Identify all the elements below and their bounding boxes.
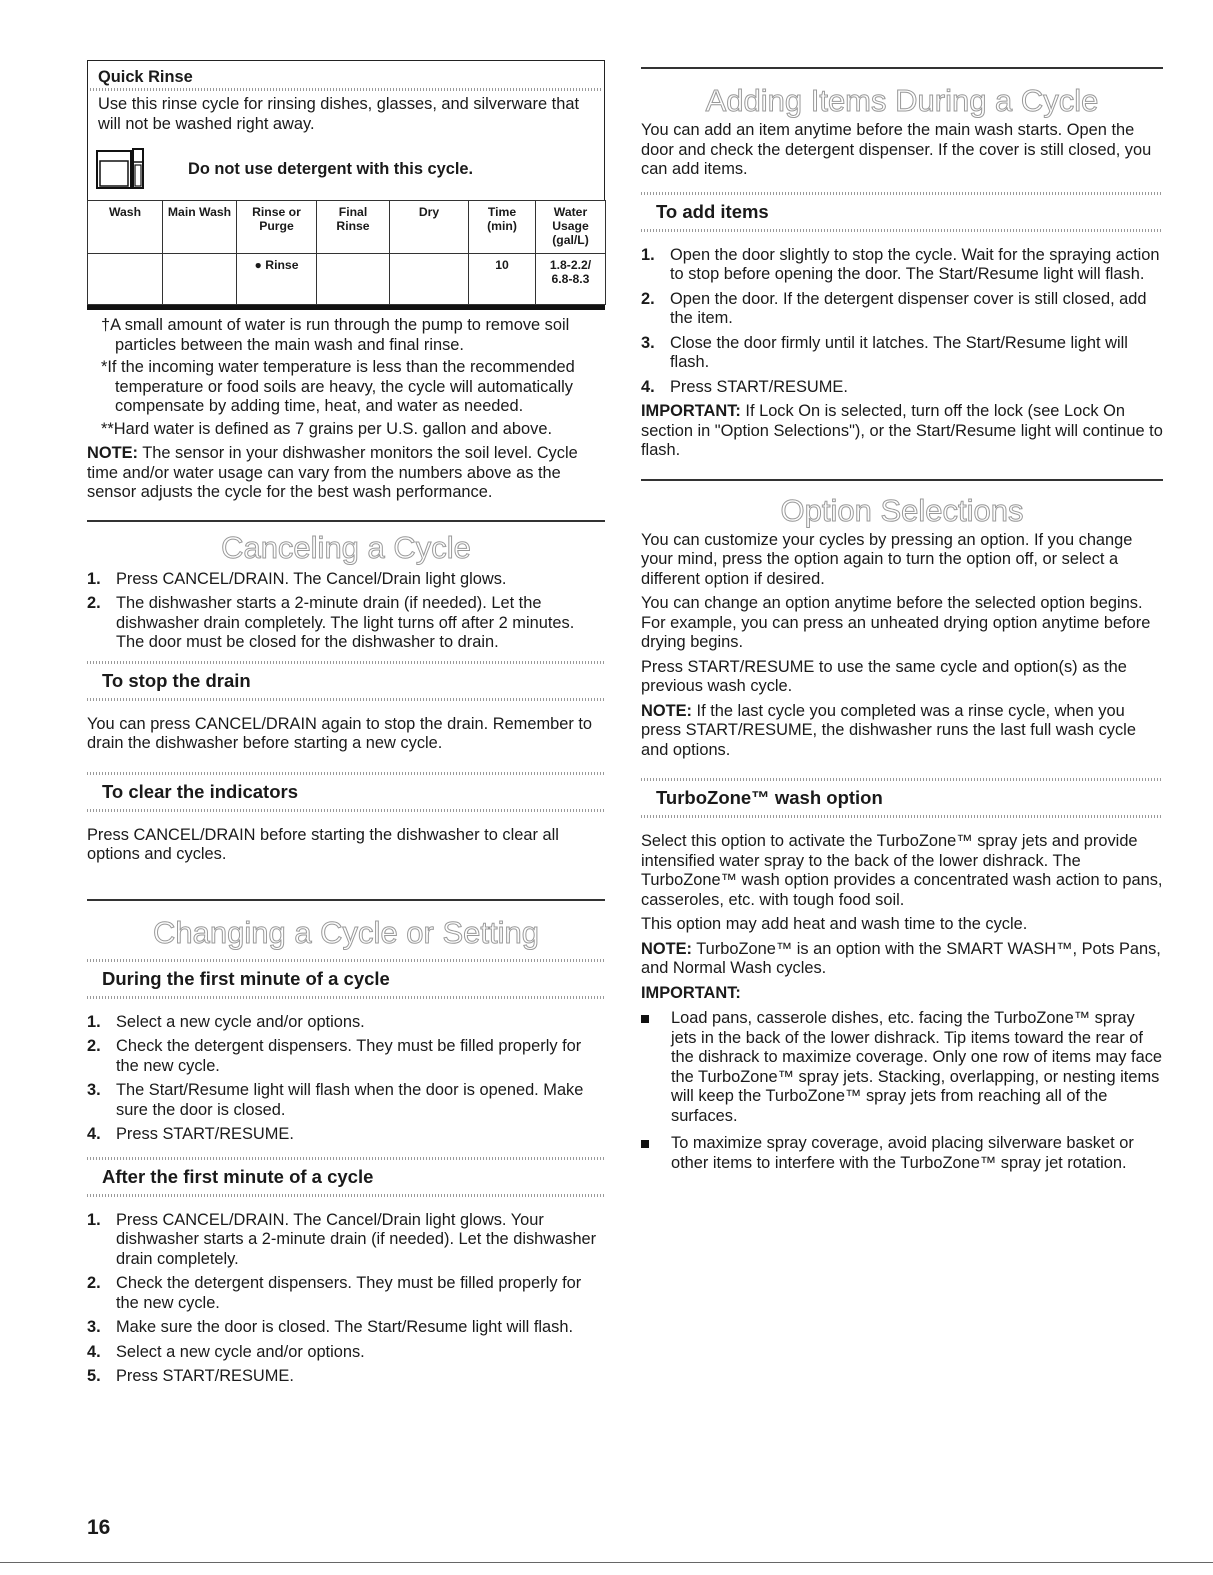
paragraph: You can add an item anytime before the main wash starts. Open the door and check the detergent dispenser. If the cover is still closed, you can add items.	[641, 121, 1152, 178]
table-header-row	[88, 201, 606, 254]
table-bottom-bar	[87, 305, 605, 310]
sensor-note	[87, 444, 605, 503]
left-column	[87, 60, 605, 1392]
list-item: 2. Check the detergent dispensers. They must be filled properly for the new cycle.	[87, 1037, 582, 1075]
list-item: 4. Press START/RESUME.	[87, 1125, 294, 1143]
warning-text: Do not use detergent with this cycle.	[188, 159, 474, 178]
footnote: †A small amount of water is run through the pump to remove soil particles between the main wash and final rinse.	[101, 316, 570, 354]
add-items-steps	[641, 246, 1163, 398]
important-label: IMPORTANT:	[641, 983, 741, 1002]
subsection-title: To clear the indicators	[87, 772, 605, 812]
bullet-icon	[641, 1134, 671, 1173]
bottom-rule	[0, 1562, 1213, 1563]
table-row	[88, 254, 606, 305]
table-header-cell: Wash	[88, 201, 163, 254]
list-item: 2. Open the door. If the detergent dispenser cover is still closed, add the item.	[641, 289, 1147, 327]
paragraph: Press START/RESUME to use the same cycle and option(s) as the previous wash cycle.	[641, 657, 1127, 695]
bullet-icon	[641, 1009, 671, 1126]
page-number: 16	[87, 1516, 111, 1539]
list-item: 2. Check the detergent dispensers. They must be filled properly for the new cycle.	[87, 1274, 582, 1312]
paragraph: Select this option to activate the TurboZone™ spray jets and provide intensified water spray to the back of the lower dishrack. The TurboZone™ wash option provides a concentrated wash action to pans, casseroles, etc. with tough food soil.	[641, 832, 1163, 909]
paragraph: You can change an option anytime before the selected option begins. For example, you can press an unheated drying option anytime before drying begins.	[641, 594, 1151, 651]
table-header-cell: Water Usage (gal/L)	[536, 201, 606, 254]
cycle-table	[87, 200, 606, 305]
list-item: Load pans, casserole dishes, etc. facing the TurboZone™ spray jets in the back of the lower dishrack. Tip items toward the rear of the dishrack to maximize coverage. Only one row of items may face the TurboZone™ spray jets. Stacking, overlapping, or nesting items will keep the TurboZone™ spray jets from reaching all of the surfaces.	[641, 1009, 1163, 1126]
subsection-title: After the first minute of a cycle	[87, 1157, 605, 1197]
footnote: *If the incoming water temperature is less than the recommended temperature or food soils are heavy, the cycle will automatically compensate by adding time, heat, and water as needed.	[101, 358, 575, 415]
paragraph: You can press CANCEL/DRAIN again to stop the drain. Remember to drain the dishwasher before starting a new cycle.	[87, 714, 593, 752]
important-note: IMPORTANT: If Lock On is selected, turn off the lock (see Lock On section in "Option Selections"), or the Start/Resume light will continue to flash.	[641, 402, 1163, 459]
note: NOTE: TurboZone™ is an option with the SMART WASH™, Pots Pans, and Normal Wash cycles.	[641, 939, 1161, 977]
list-item: 3. Make sure the door is closed. The Start/Resume light will flash.	[87, 1318, 574, 1336]
quick-rinse-description: Use this rinse cycle for rinsing dishes, glasses, and silverware that will not be washed right away.	[98, 95, 579, 133]
list-item: 3. Close the door firmly until it latches. The Start/Resume light will flash.	[641, 333, 1128, 371]
after-minute-steps	[87, 1211, 605, 1387]
note-label: NOTE:	[87, 444, 138, 462]
table-header-cell: Main Wash	[163, 201, 237, 254]
right-column	[641, 60, 1163, 1181]
note-label: NOTE:	[641, 701, 692, 720]
table-header-cell: Rinse or Purge	[237, 201, 317, 254]
warning-row	[88, 134, 604, 200]
table-header-cell: Final Rinse	[317, 201, 390, 254]
table-header-cell: Time (min)	[469, 201, 536, 254]
list-item: To maximize spray coverage, avoid placing silverware basket or other items to interfere with the TurboZone™ spray jet rotation.	[641, 1134, 1163, 1173]
list-item: 3. The Start/Resume light will flash when the door is opened. Make sure the door is closed.	[87, 1081, 584, 1119]
table-cell	[163, 254, 237, 305]
section-rule	[87, 520, 605, 522]
table-cell	[88, 254, 163, 305]
list-item: 2. The dishwasher starts a 2-minute drain (if needed). Let the dishwasher drain completely. The light turns off after 2 minutes. The door must be closed for the dishwasher to drain.	[87, 594, 575, 651]
footnotes	[87, 316, 605, 439]
footnote: **Hard water is defined as 7 grains per U.S. gallon and above.	[101, 419, 553, 438]
subsection-title: To add items	[641, 192, 1163, 232]
table-cell: ● Rinse	[237, 254, 317, 305]
note-label: NOTE:	[641, 939, 692, 958]
list-item: 1. Press CANCEL/DRAIN. The Cancel/Drain light glows.	[87, 569, 507, 588]
important-label: IMPORTANT:	[641, 402, 741, 420]
section-title-options: Option Selections	[780, 492, 1024, 528]
paragraph: Press CANCEL/DRAIN before starting the dishwasher to clear all options and cycles.	[87, 825, 559, 863]
list-item: 1. Open the door slightly to stop the cycle. Wait for the spraying action to stop before opening the door. The Start/Resume light will flash.	[641, 245, 1160, 283]
table-cell: 1.8-2.2/ 6.8-8.3	[536, 254, 606, 305]
section-title-canceling: Canceling a Cycle	[221, 529, 471, 565]
section-title-adding: Adding Items During a Cycle	[705, 83, 1099, 118]
list-item: 4. Select a new cycle and/or options.	[87, 1342, 365, 1361]
paragraph: This option may add heat and wash time to the cycle.	[641, 915, 1028, 933]
quick-rinse-box	[87, 60, 605, 200]
turbo-bullets	[641, 1009, 1163, 1173]
first-minute-steps	[87, 1013, 605, 1145]
note: NOTE: If the last cycle you completed was a rinse cycle, when you press START/RESUME, the dishwasher runs the last full wash cycle and options.	[641, 701, 1136, 759]
table-header-cell: Dry	[390, 201, 469, 254]
section-rule	[87, 899, 605, 901]
subsection-title: During the first minute of a cycle	[87, 959, 605, 999]
detergent-dispenser-icon	[96, 148, 144, 190]
table-cell: 10	[469, 254, 536, 305]
note-text: The sensor in your dishwasher monitors the soil level. Cycle time and/or water usage can vary from the numbers above as the sensor adjusts the cycle for the best wash performance.	[87, 444, 578, 501]
section-title-changing: Changing a Cycle or Setting	[152, 914, 539, 950]
list-item: 1. Select a new cycle and/or options.	[87, 1012, 365, 1031]
section-rule	[641, 67, 1163, 69]
table-cell	[317, 254, 390, 305]
subsection-title: To stop the drain	[87, 661, 605, 701]
table-cell	[390, 254, 469, 305]
list-item: 1. Press CANCEL/DRAIN. The Cancel/Drain light glows. Your dishwasher starts a 2-minute drain (if needed). Let the dishwasher drain completely.	[87, 1210, 597, 1268]
list-item: 4. Press START/RESUME.	[641, 377, 848, 396]
canceling-steps	[87, 570, 605, 653]
quick-rinse-title: Quick Rinse	[98, 68, 193, 86]
subsection-title: TurboZone™ wash option	[641, 778, 1163, 818]
section-rule	[641, 479, 1163, 481]
list-item: 5. Press START/RESUME.	[87, 1367, 294, 1385]
paragraph: You can customize your cycles by pressing an option. If you change your mind, press the option again to turn the option off, or select a different option if desired.	[641, 530, 1133, 588]
